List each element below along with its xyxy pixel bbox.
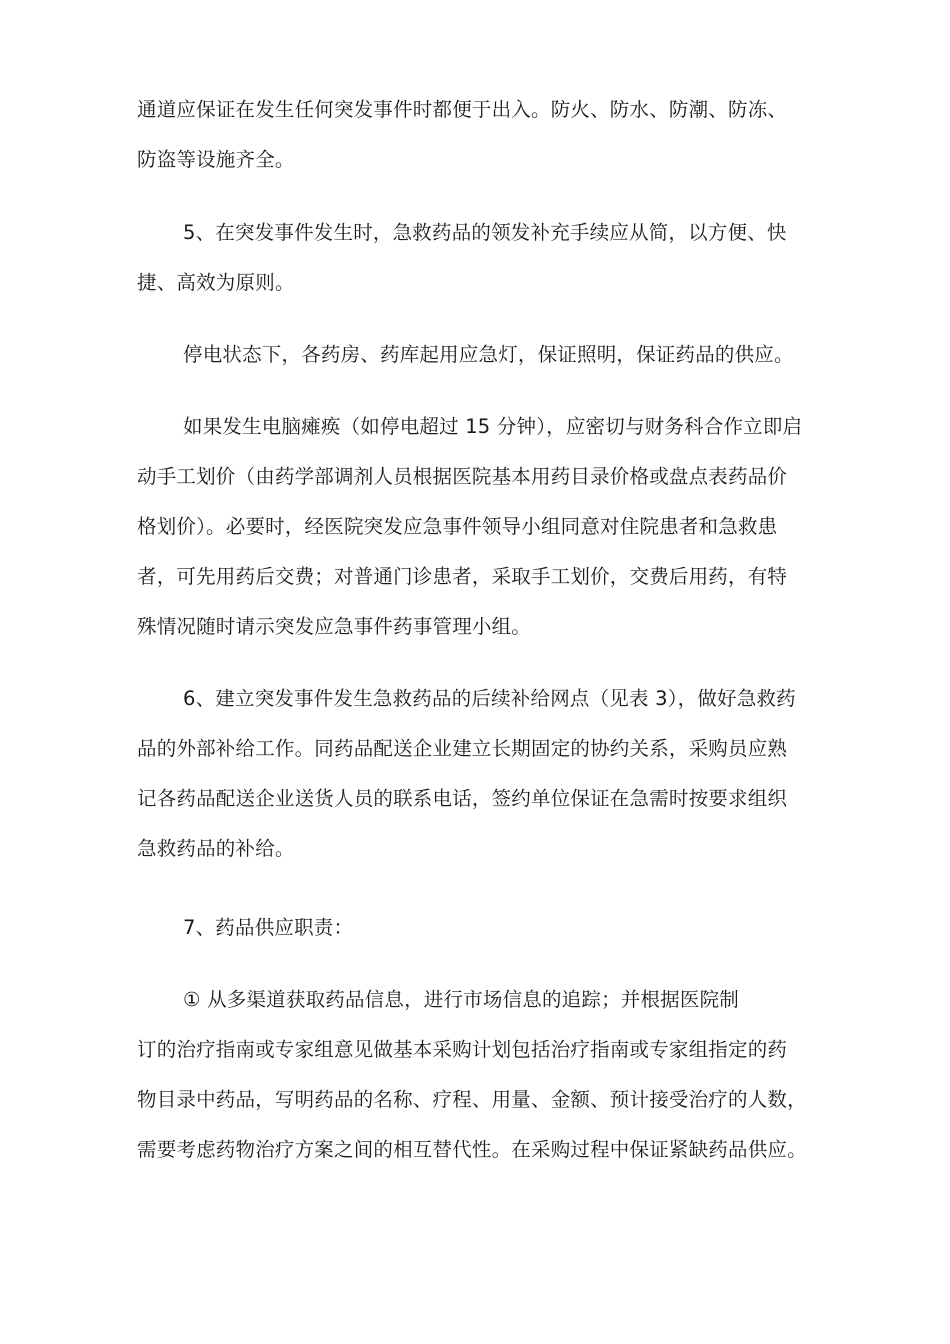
- text-line: 物目录中药品，写明药品的名称、疗程、用量、金额、预计接受治疗的人数，: [137, 1088, 807, 1111]
- section-heading-item-7: 7、药品供应职责：: [183, 916, 354, 939]
- text-line: 防盗等设施齐全。: [137, 148, 295, 171]
- text-line: 者，可先用药后交费；对普通门诊患者，采取手工划价，交费后用药，有特: [137, 565, 788, 588]
- text-line: 急救药品的补给。: [137, 837, 295, 860]
- text-line: 捷、高效为原则。: [137, 271, 295, 294]
- text-line: 记各药品配送企业送货人员的联系电话，签约单位保证在急需时按要求组织: [137, 787, 788, 810]
- text-line: 殊情况随时请示突发应急事件药事管理小组。: [137, 615, 532, 638]
- text-line: 需要考虑药物治疗方案之间的相互替代性。在采购过程中保证紧缺药品供应。: [137, 1138, 807, 1161]
- paragraph-line-duty-1: ① 从多渠道获取药品信息，进行市场信息的追踪；并根据医院制: [183, 988, 739, 1011]
- text-line: 格划价）。必要时，经医院突发应急事件领导小组同意对住院患者和急救患: [137, 515, 778, 538]
- text-line: 品的外部补给工作。同药品配送企业建立长期固定的协约关系，采购员应熟: [137, 737, 788, 760]
- paragraph-line-computer-failure: 如果发生电脑瘫痪（如停电超过 15 分钟），应密切与财务科合作立即启: [183, 415, 803, 438]
- text-line: 通道应保证在发生任何突发事件时都便于出入。防火、防水、防潮、防冻、: [137, 98, 788, 121]
- text-line: 订的治疗指南或专家组意见做基本采购计划包括治疗指南或专家组指定的药: [137, 1038, 788, 1061]
- paragraph-line-item-5: 5、在突发事件发生时，急救药品的领发补充手续应从简，以方便、快: [183, 221, 787, 244]
- paragraph-line-power-outage: 停电状态下，各药房、药库起用应急灯，保证照明，保证药品的供应。: [183, 343, 794, 366]
- paragraph-line-item-6: 6、建立突发事件发生急救药品的后续补给网点（见表 3），做好急救药: [183, 687, 796, 710]
- text-line: 动手工划价（由药学部调剂人员根据医院基本用药目录价格或盘点表药品价: [137, 465, 788, 488]
